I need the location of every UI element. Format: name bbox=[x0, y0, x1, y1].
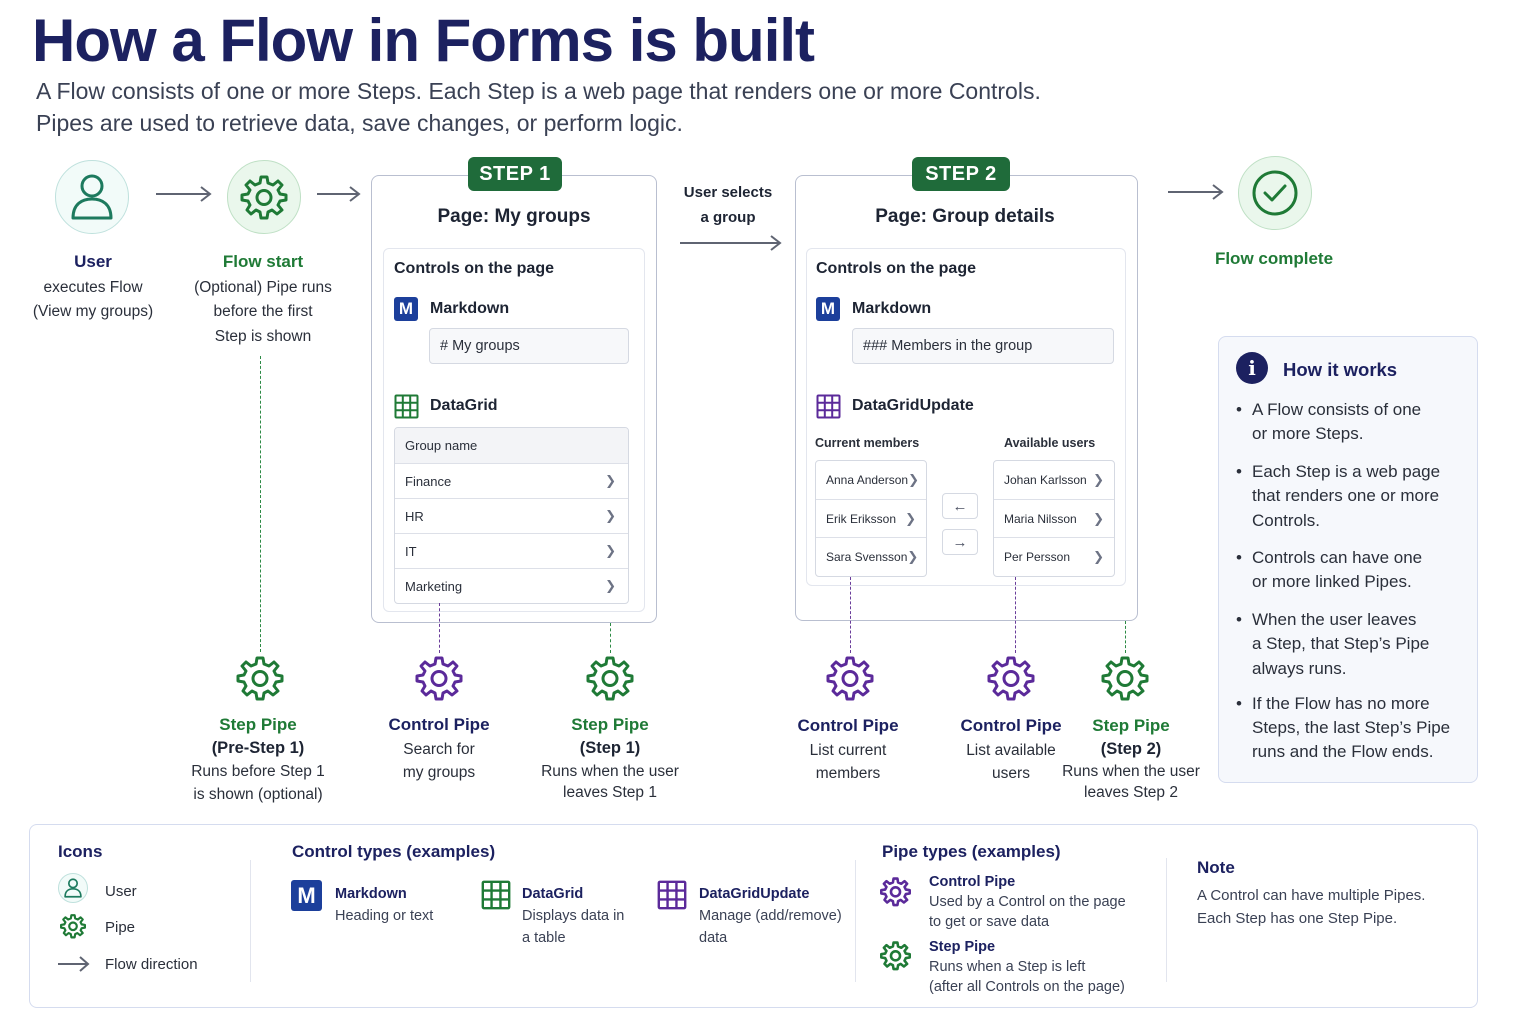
list-item[interactable] bbox=[816, 461, 926, 499]
gear-icon bbox=[415, 654, 463, 707]
step1-pipe-name: Step Pipe bbox=[571, 715, 649, 734]
flow-arrow bbox=[679, 233, 783, 253]
step2-controls-header: Controls on the page bbox=[816, 260, 976, 277]
table-row[interactable] bbox=[395, 568, 628, 603]
connector-line bbox=[1125, 621, 1126, 653]
info-icon: i bbox=[1236, 352, 1268, 384]
gear-icon bbox=[586, 654, 634, 707]
user-desc-2: (View my groups) bbox=[32, 303, 154, 320]
step2-badge: STEP 2 bbox=[912, 157, 1010, 191]
connector-line bbox=[439, 603, 440, 653]
bullet-dot: • bbox=[1236, 610, 1242, 629]
grid-header bbox=[395, 428, 628, 463]
grid-header-label: Group name bbox=[405, 438, 478, 453]
user-icon bbox=[58, 873, 88, 903]
chevron-right-icon: ❯ bbox=[1093, 548, 1104, 564]
step1-markdown-field[interactable]: # My groups bbox=[429, 328, 629, 364]
chevron-right-icon: ❯ bbox=[605, 578, 616, 593]
datagridupdate-icon bbox=[657, 880, 687, 915]
legend-markdown-name: Markdown bbox=[335, 886, 407, 902]
table-row[interactable] bbox=[395, 463, 628, 498]
flow-arrow bbox=[1167, 182, 1225, 202]
legend-flow-label: Flow direction bbox=[105, 956, 198, 973]
bullet-text: If the Flow has no more bbox=[1252, 694, 1430, 713]
bullet-text: runs and the Flow ends. bbox=[1252, 742, 1434, 761]
subtitle-line-2: Pipes are used to retrieve data, save changes, or perform logic. bbox=[36, 110, 683, 136]
bullet-text: When the user leaves bbox=[1252, 610, 1417, 629]
legend-step-pipe-desc-2: (after all Controls on the page) bbox=[929, 979, 1125, 995]
chevron-right-icon: ❯ bbox=[605, 508, 616, 523]
step2-pipe-name: Step Pipe bbox=[1092, 716, 1170, 735]
legend-datagridupdate-desc-2: data bbox=[699, 930, 728, 946]
step1-datagrid bbox=[394, 427, 629, 604]
how-it-works-title: How it works bbox=[1283, 359, 1398, 380]
divider bbox=[1166, 858, 1167, 982]
user-icon bbox=[55, 160, 129, 234]
legend-step-pipe-name: Step Pipe bbox=[929, 939, 996, 955]
flow-start-label: Flow start bbox=[222, 252, 304, 271]
step1-page-title: Page: My groups bbox=[437, 206, 591, 227]
flow-start-desc-2: before the first bbox=[213, 303, 313, 320]
legend-control-pipe-name: Control Pipe bbox=[929, 874, 1016, 890]
legend-note-title: Note bbox=[1197, 858, 1235, 877]
chevron-right-icon: ❯ bbox=[605, 473, 616, 488]
bullet-text: Controls can have one bbox=[1252, 548, 1423, 567]
markdown-icon: M bbox=[816, 297, 840, 321]
move-left-button[interactable] bbox=[942, 493, 978, 519]
chevron-right-icon: ❯ bbox=[907, 548, 919, 564]
step2-datagridupdate-name: DataGridUpdate bbox=[852, 397, 974, 414]
step1-markdown-name: Markdown bbox=[430, 300, 510, 317]
connector-line bbox=[1015, 577, 1016, 653]
legend-step-pipe-desc-1: Runs when a Step is left bbox=[929, 959, 1086, 975]
legend-icons-title: Icons bbox=[58, 842, 103, 861]
list-item[interactable] bbox=[994, 461, 1114, 499]
legend-control-pipe-desc-2: to get or save data bbox=[929, 914, 1050, 930]
bullet-text: A Flow consists of one bbox=[1252, 400, 1422, 419]
current-members-list bbox=[815, 460, 927, 577]
flow-complete-label: Flow complete bbox=[1214, 249, 1334, 268]
bullet-dot: • bbox=[1236, 462, 1242, 481]
control-pipe-2a-name: Control Pipe bbox=[797, 716, 899, 735]
subtitle-line-1: A Flow consists of one or more Steps. Each Step is a web page that renders one or more Controls. bbox=[36, 78, 1041, 104]
list-item[interactable] bbox=[816, 499, 926, 537]
step2-pipe-desc-1: Runs when the user bbox=[1062, 763, 1200, 780]
user-name: Maria Nilsson bbox=[1004, 511, 1077, 526]
legend-datagridupdate-desc-1: Manage (add/remove) bbox=[699, 908, 842, 924]
member-name: Erik Eriksson bbox=[826, 511, 897, 526]
bullet-text: a Step, that Step’s Pipe bbox=[1252, 634, 1430, 653]
row-label: IT bbox=[405, 543, 417, 559]
page-title: How a Flow in Forms is built bbox=[32, 7, 815, 74]
step2-page-title: Page: Group details bbox=[875, 206, 1055, 227]
control-pipe-1-name: Control Pipe bbox=[388, 715, 490, 734]
connector-line bbox=[610, 623, 611, 653]
legend-note-line-2: Each Step has one Step Pipe. bbox=[1197, 910, 1398, 927]
list-item[interactable] bbox=[994, 499, 1114, 537]
markdown-icon: M bbox=[291, 880, 322, 911]
flow-arrow bbox=[316, 184, 362, 204]
step2-markdown-name: Markdown bbox=[852, 300, 932, 317]
bullet-text: that renders one or more bbox=[1252, 486, 1440, 505]
pre-step-pipe-desc-1: Runs before Step 1 bbox=[191, 763, 325, 780]
bullet-dot: • bbox=[1236, 548, 1242, 567]
divider bbox=[855, 860, 856, 982]
pre-step-pipe-desc-2: is shown (optional) bbox=[193, 786, 323, 803]
chevron-right-icon: ❯ bbox=[908, 472, 919, 487]
row-label: Marketing bbox=[405, 578, 463, 594]
gear-icon bbox=[826, 654, 874, 707]
step2-pipe-desc-2: leaves Step 2 bbox=[1084, 784, 1178, 801]
pre-step-pipe-sub: (Pre-Step 1) bbox=[211, 739, 305, 757]
move-right-button[interactable] bbox=[942, 529, 978, 555]
control-pipe-2a-desc-2: members bbox=[815, 765, 881, 782]
bullet-dot: • bbox=[1236, 400, 1242, 419]
step2-markdown-field[interactable]: ### Members in the group bbox=[852, 328, 1114, 364]
gear-icon bbox=[987, 654, 1035, 707]
chevron-right-icon: ❯ bbox=[1093, 472, 1104, 487]
flow-start-desc-1: (Optional) Pipe runs bbox=[194, 279, 332, 296]
row-label: Finance bbox=[405, 473, 452, 489]
bullet-text: always runs. bbox=[1252, 659, 1347, 678]
control-pipe-1-desc-2: my groups bbox=[402, 764, 476, 781]
list-item[interactable] bbox=[816, 537, 926, 575]
control-pipe-2b-desc-1: List available bbox=[966, 742, 1056, 759]
user-desc-1: executes Flow bbox=[43, 279, 143, 296]
table-row[interactable] bbox=[395, 533, 628, 568]
step1-pipe-desc-2: leaves Step 1 bbox=[563, 784, 657, 801]
legend-pipes-title: Pipe types (examples) bbox=[882, 842, 1061, 861]
legend-markdown-desc: Heading or text bbox=[335, 908, 434, 924]
chevron-right-icon: ❯ bbox=[1093, 510, 1104, 526]
datagrid-icon bbox=[481, 880, 511, 915]
datagrid-icon bbox=[394, 394, 419, 424]
legend-control-pipe-desc-1: Used by a Control on the page bbox=[929, 894, 1126, 910]
gear-icon bbox=[60, 913, 86, 944]
user-label: User bbox=[74, 252, 112, 271]
chevron-right-icon: ❯ bbox=[905, 510, 916, 526]
user-name: Johan Karlsson bbox=[1004, 473, 1087, 487]
transition-line-2: a group bbox=[700, 209, 756, 226]
current-members-header: Current members bbox=[815, 436, 920, 450]
row-label: HR bbox=[405, 508, 424, 524]
step1-pipe-desc-1: Runs when the user bbox=[541, 763, 679, 780]
available-users-header: Available users bbox=[1004, 436, 1096, 450]
step2-pipe-sub: (Step 2) bbox=[1100, 740, 1162, 758]
legend-note-line-1: A Control can have multiple Pipes. bbox=[1197, 887, 1426, 904]
control-pipe-2b-name: Control Pipe bbox=[960, 716, 1062, 735]
legend-user-label: User bbox=[105, 883, 137, 900]
arrow-left-icon: ← bbox=[952, 497, 968, 515]
gear-icon bbox=[880, 940, 911, 976]
step1-badge: STEP 1 bbox=[468, 157, 562, 191]
step1-pipe-sub: (Step 1) bbox=[579, 739, 641, 757]
bullet-text: Steps, the last Step’s Pipe bbox=[1252, 718, 1451, 737]
available-users-list bbox=[993, 460, 1115, 577]
arrow-right-icon bbox=[57, 954, 91, 974]
markdown-icon: M bbox=[394, 297, 418, 321]
legend-datagrid-name: DataGrid bbox=[522, 886, 584, 902]
flow-arrow bbox=[155, 184, 213, 204]
bullet-text: or more Steps. bbox=[1252, 424, 1364, 443]
bullet-text: Each Step is a web page bbox=[1252, 462, 1441, 481]
step1-controls-header: Controls on the page bbox=[394, 260, 554, 277]
check-circle-icon bbox=[1238, 156, 1312, 230]
member-name: Sara Svensson bbox=[826, 549, 908, 564]
legend-controls-title: Control types (examples) bbox=[292, 842, 496, 861]
legend-datagrid-desc-2: a table bbox=[522, 930, 566, 946]
transition-line-1: User selects bbox=[683, 184, 773, 201]
connector-line bbox=[260, 356, 261, 652]
table-row[interactable] bbox=[395, 498, 628, 533]
arrow-right-icon: → bbox=[952, 533, 968, 551]
legend-datagridupdate-name: DataGridUpdate bbox=[699, 886, 810, 902]
bullet-text: Controls. bbox=[1252, 511, 1321, 530]
step1-datagrid-name: DataGrid bbox=[430, 397, 498, 414]
list-item[interactable] bbox=[994, 537, 1114, 575]
bullet-dot: • bbox=[1236, 694, 1242, 713]
chevron-right-icon: ❯ bbox=[605, 543, 616, 558]
user-name: Per Persson bbox=[1004, 549, 1071, 564]
divider bbox=[250, 860, 251, 982]
legend-datagrid-desc-1: Displays data in bbox=[522, 908, 625, 924]
pre-step-pipe-name: Step Pipe bbox=[219, 715, 297, 734]
gear-icon bbox=[1101, 654, 1149, 707]
gear-icon bbox=[236, 654, 284, 707]
control-pipe-2a-desc-1: List current bbox=[809, 742, 887, 759]
gear-icon bbox=[227, 160, 301, 234]
legend-pipe-label: Pipe bbox=[105, 919, 136, 936]
connector-line bbox=[850, 577, 851, 653]
flow-start-desc-3: Step is shown bbox=[214, 328, 312, 345]
datagridupdate-icon bbox=[816, 394, 841, 424]
member-name: Anna Anderson bbox=[826, 473, 909, 487]
control-pipe-2b-desc-2: users bbox=[992, 765, 1030, 782]
gear-icon bbox=[880, 876, 911, 912]
control-pipe-1-desc-1: Search for bbox=[403, 741, 475, 758]
bullet-text: or more linked Pipes. bbox=[1252, 572, 1412, 591]
